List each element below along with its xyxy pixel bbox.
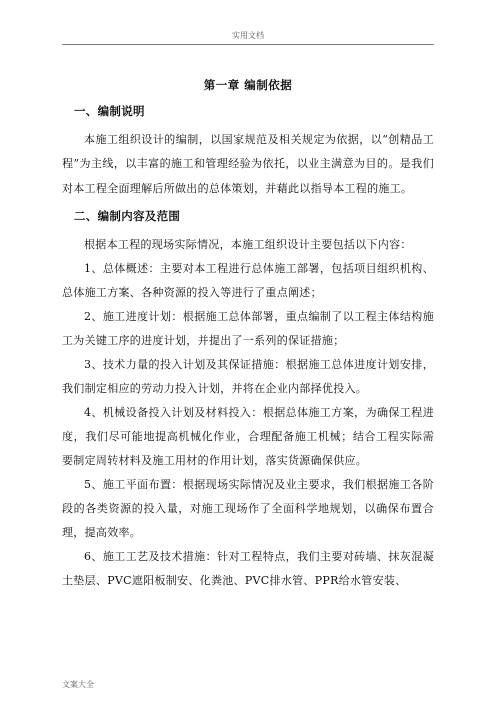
list-item-paragraph: 2、施工进度计划：根据施工总体部署，重点编制了以工程主体结构施工为关键工序的进度计划，并提出了一系列的保证措施； bbox=[62, 310, 434, 348]
list-item-paragraph: 4、机械设备投入计划及材料投入：根据总体施工方案，为确保工程进度，我们尽可能地提高机械化作业，合理配备施工机械；结合工程实际需要制定周转材料及施工用材的作用计划，落实货源确保供应。 bbox=[62, 406, 434, 468]
running-header: 实用文档 bbox=[232, 31, 264, 40]
running-footer: 文案大全 bbox=[62, 680, 94, 689]
list-item-paragraph: 1、总体概述：主要对本工程进行总体施工部署，包括项目组织机构、总体施工方案、各种资源的投入等进行了重点阐述； bbox=[62, 262, 434, 300]
list-item-paragraph: 3、技术力量的投入计划及其保证措施：根据施工总体进度计划安排，我们制定相应的劳动力投入计划，并将在企业内部择优投入。 bbox=[62, 358, 434, 396]
section-heading-1: 一、编制说明 bbox=[74, 104, 145, 118]
page-content bbox=[62, 76, 434, 593]
list-item-paragraph: 5、施工平面布置：根据现场实际情况及业主要求，我们根据施工各阶段的各类资源的投入量，对施工现场作了全面科学地规划，以确保布置合理，提高效率。 bbox=[62, 478, 434, 540]
paragraph: 本施工组织设计的编制，以国家规范及相关规定为依据，以“创精品工程”为主线，以丰富的施工和管理经验为依托，以业主满意为目的。是我们对本工程全面理解后所做出的总体策划，并藉此以指导本工程的施工。 bbox=[62, 133, 434, 195]
chapter-title: 第一章 编制依据 bbox=[203, 78, 293, 92]
paragraph: 根据本工程的现场实际情况，本施工组织设计主要包括以下内容： bbox=[84, 238, 412, 252]
list-item-paragraph: 6、施工工艺及技术措施：针对工程特点，我们主要对砖墙、抹灰混凝土垫层、PVC遮阳板制安、化粪池、PVC排水管、PPR给水管安装、 bbox=[62, 550, 434, 588]
header-rule bbox=[62, 44, 434, 45]
section-heading-2: 二、编制内容及范围 bbox=[74, 209, 181, 224]
